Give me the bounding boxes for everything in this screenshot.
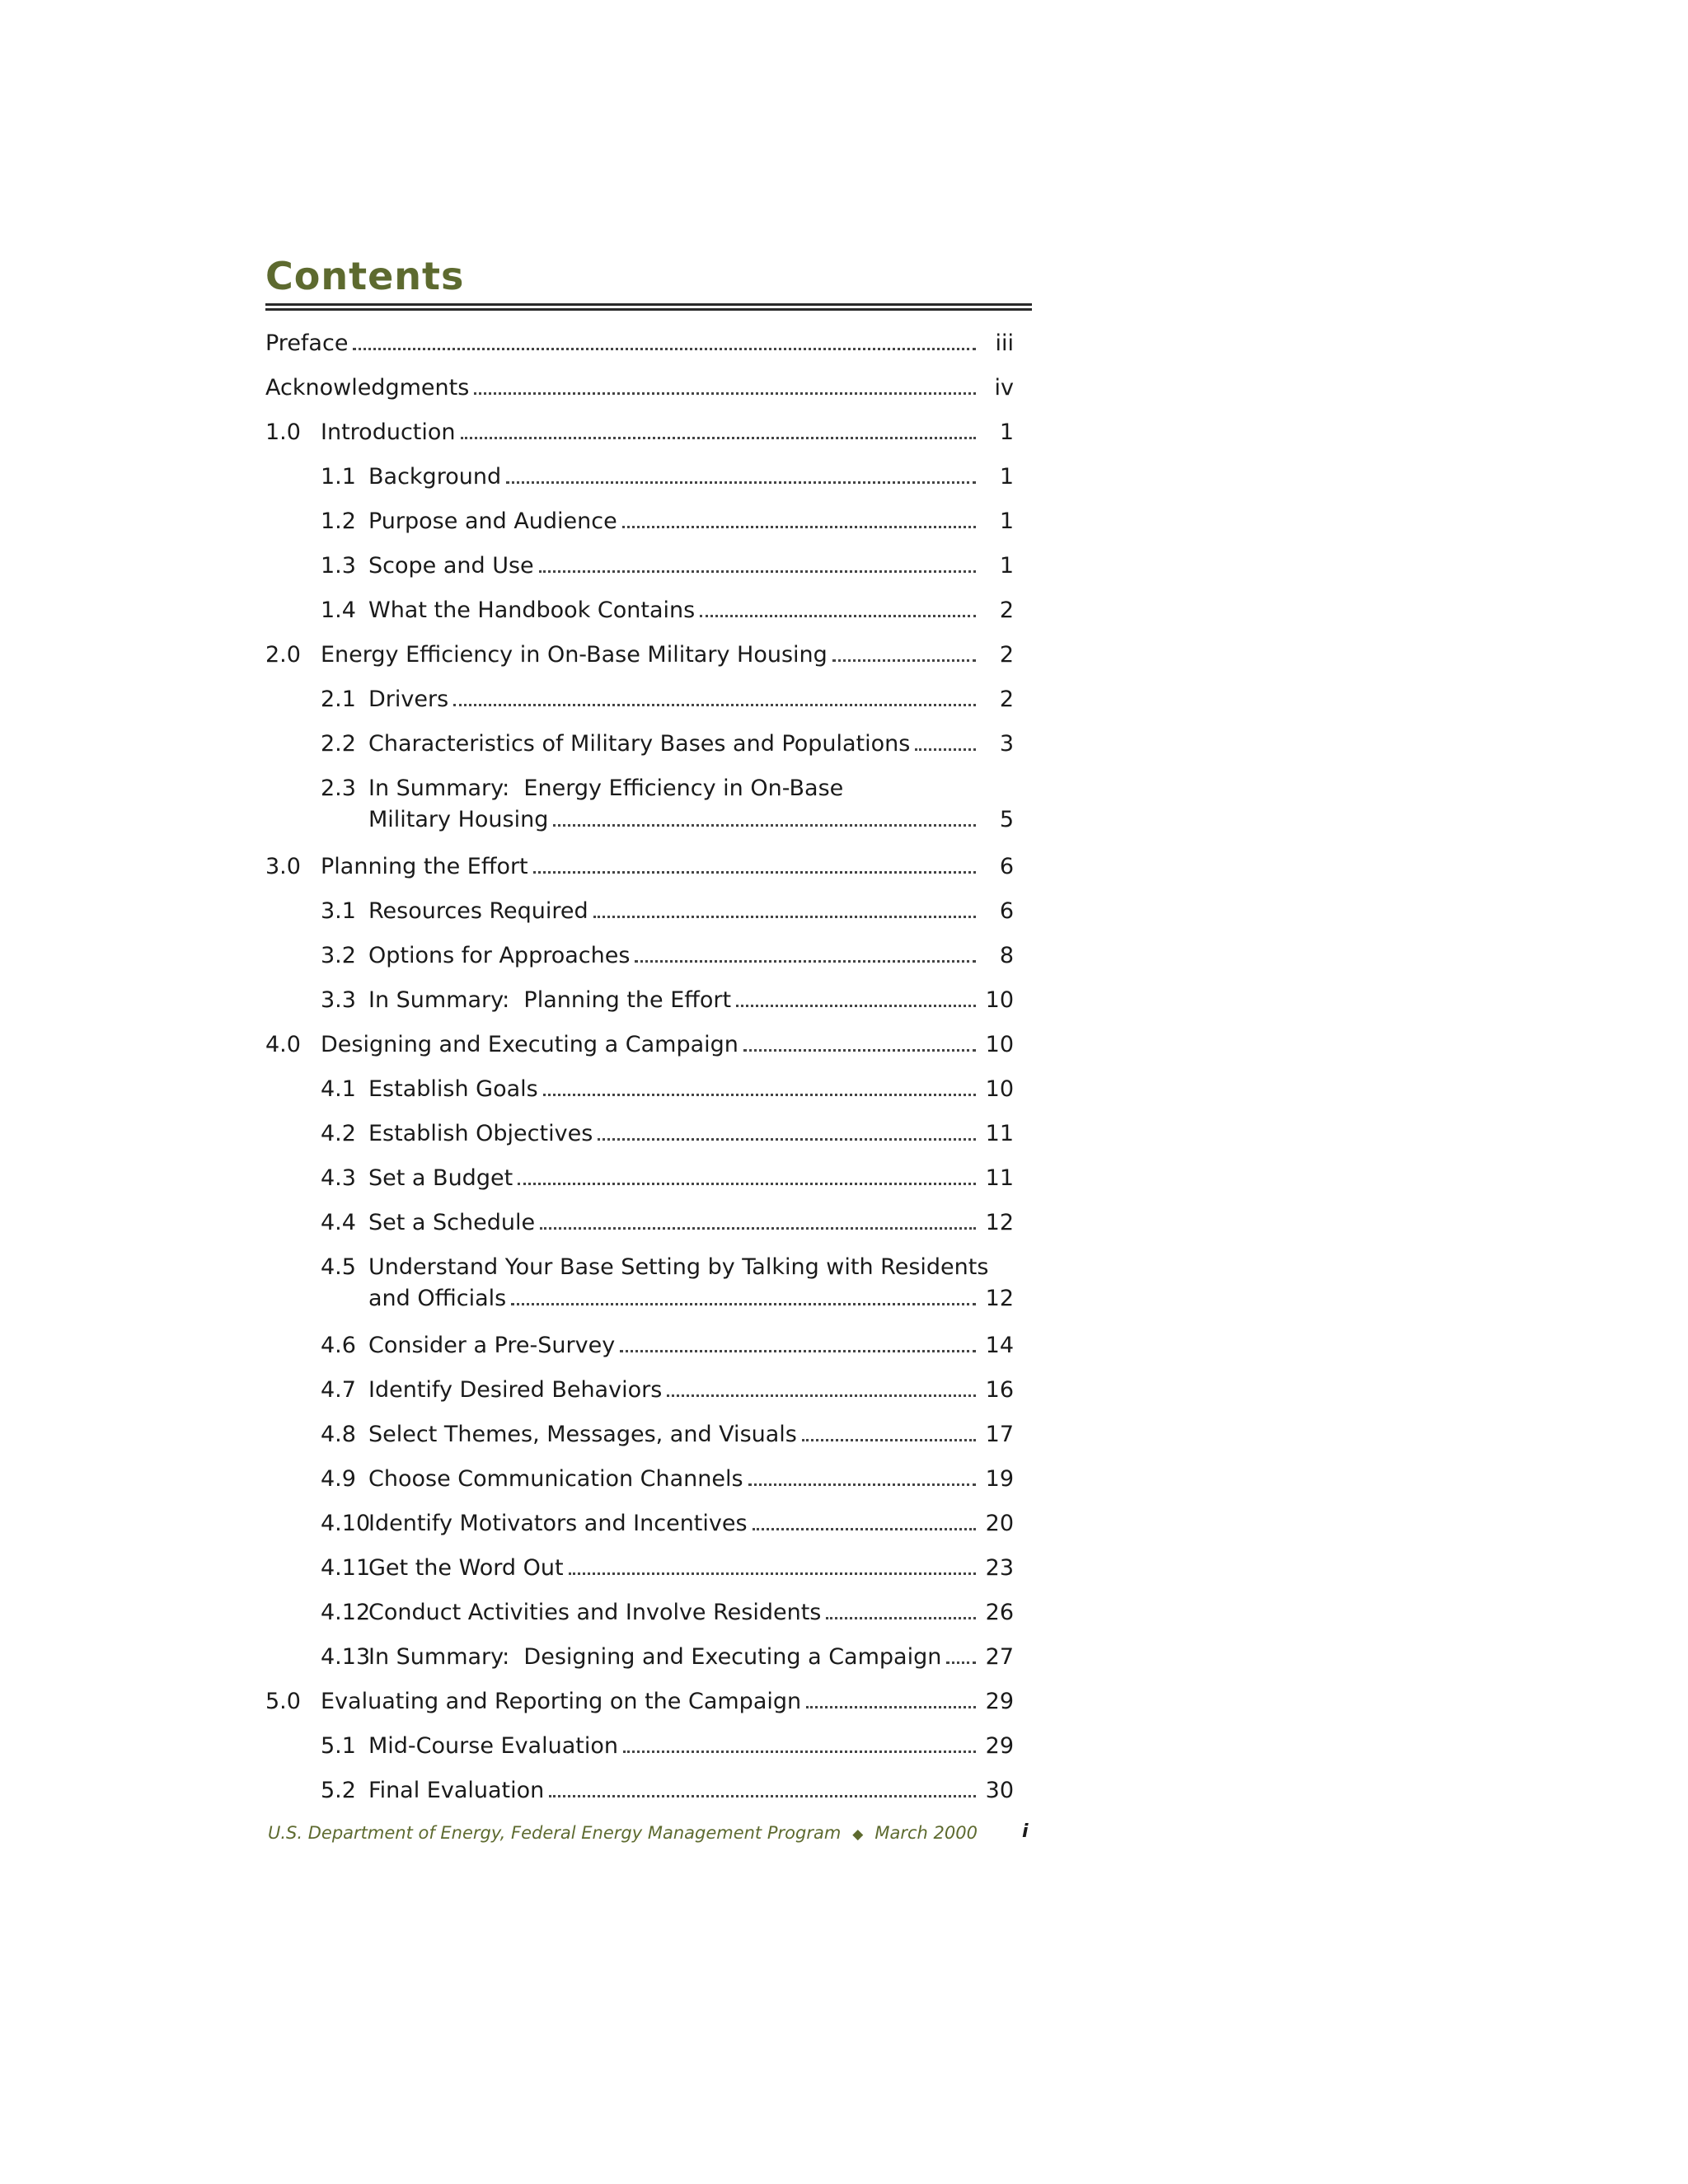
toc-entry-label: Resources Required [368,898,588,924]
toc-entry-page: 10 [985,1076,1014,1102]
dot-leader [946,1661,976,1664]
dot-leader [802,1439,976,1441]
toc-entry-page: 19 [985,1466,1014,1492]
toc-entry-label: Set a Budget [368,1165,513,1191]
dot-leader [506,481,976,484]
toc-entry-page: 11 [985,1165,1014,1191]
page-folio: i [1022,1821,1029,1842]
footer-source: U.S. Department of Energy, Federal Energy Management Program [268,1823,842,1843]
dot-leader [806,1706,976,1708]
dot-leader [915,748,976,751]
toc-entry-number: 4.5 [321,1254,356,1280]
toc-entry[interactable] [265,640,1014,671]
toc-entry-label: Establish Objectives [368,1121,593,1146]
toc-entry-label: Military Housing [368,807,549,832]
toc-entry-page: 2 [999,687,1014,712]
toc-entry-page: iv [994,375,1014,401]
toc-entry[interactable] [265,1464,1014,1495]
toc-entry[interactable] [265,1118,1014,1150]
toc-entry-label: Characteristics of Military Bases and Populations [368,731,911,757]
dot-leader [748,1483,976,1486]
toc-entry-label: Evaluating and Reporting on the Campaign [321,1689,802,1714]
toc-entry-number: 3.0 [265,854,301,879]
toc-entry[interactable] [265,506,1014,537]
toc-entry-page: 12 [985,1286,1014,1311]
toc-entry[interactable] [265,985,1014,1016]
toc-entry-page: 11 [985,1121,1014,1146]
dot-leader [700,615,976,617]
toc-entry[interactable] [265,1163,1014,1194]
toc-entry[interactable] [265,1686,1014,1718]
toc-entry-page: 29 [985,1689,1014,1714]
toc-entry-page: 20 [985,1511,1014,1536]
toc-entry-page: 6 [999,898,1014,924]
toc-entry-page: 23 [985,1555,1014,1581]
toc-entry-page: 1 [999,509,1014,534]
dot-leader [511,1303,976,1305]
toc-entry-number: 5.1 [321,1733,356,1759]
toc-entry-number: 4.12 [321,1600,371,1625]
toc-entry-page: 2 [999,598,1014,623]
toc-entry-number: 4.13 [321,1644,371,1670]
dot-leader [753,1528,976,1530]
toc-entry-label: Consider a Pre-Survey [368,1333,616,1358]
dot-leader [620,1350,976,1352]
toc-entry[interactable] [265,462,1014,493]
toc-entry-number: 3.3 [321,987,356,1013]
toc-entry[interactable] [265,1029,1014,1061]
toc-entry-page: iii [995,330,1014,356]
toc-entry[interactable] [265,1419,1014,1451]
toc-entry-number: 1.1 [321,464,356,490]
toc-entry-page: 6 [999,854,1014,879]
toc-entry[interactable] [265,1207,1014,1239]
toc-entry-page: 29 [985,1733,1014,1759]
toc-entry-page: 27 [985,1644,1014,1670]
toc-entry-number: 4.8 [321,1422,356,1447]
toc-entry[interactable] [265,1330,1014,1361]
dot-leader [743,1049,976,1052]
toc-entry-page: 1 [999,553,1014,579]
toc-entry-number: 4.6 [321,1333,356,1358]
toc-entry-label: In Summary: Planning the Effort [368,987,732,1013]
toc-entry[interactable] [265,1375,1014,1406]
toc-entry-number: 4.11 [321,1555,371,1581]
dot-leader [549,1795,976,1797]
toc-entry-page: 3 [999,731,1014,757]
dot-leader [623,1750,976,1753]
toc-entry-label: Preface [265,330,349,356]
toc-entry[interactable] [265,1252,1014,1315]
toc-entry-page: 10 [985,987,1014,1013]
dot-leader [518,1183,976,1185]
toc-entry-label: and Officials [368,1286,507,1311]
toc-entry-number: 3.2 [321,943,356,968]
dot-leader [826,1617,976,1619]
toc-entry-label: Identify Motivators and Incentives [368,1511,748,1536]
toc-entry[interactable] [265,1597,1014,1629]
dot-leader [533,871,976,874]
dot-leader [667,1394,976,1397]
toc-entry-number: 1.0 [265,419,301,445]
dot-leader [453,704,976,706]
dot-leader [539,570,976,573]
toc-entry-label: Designing and Executing a Campaign [321,1032,738,1057]
toc-entry[interactable] [265,551,1014,582]
toc-entry-number: 2.2 [321,731,356,757]
toc-entry-page: 26 [985,1600,1014,1625]
toc-entry-number: 2.1 [321,687,356,712]
toc-entry-page: 1 [999,419,1014,445]
dot-leader [553,824,976,827]
toc-entry-label: Mid-Course Evaluation [368,1733,618,1759]
toc-entry[interactable] [265,1074,1014,1105]
dot-leader [474,392,976,395]
dot-leader [832,659,976,662]
toc-entry-page: 16 [985,1377,1014,1403]
toc-entry[interactable] [265,1508,1014,1540]
toc-entry-number: 2.0 [265,642,301,668]
toc-entry-number: 4.1 [321,1076,356,1102]
dot-leader [593,916,976,918]
toc-entry-number: 1.4 [321,598,356,623]
toc-entry-number: 3.1 [321,898,356,924]
toc-entry-number: 4.10 [321,1511,371,1536]
dot-leader [635,960,976,963]
toc-entry-number: 5.2 [321,1778,356,1803]
toc-entry[interactable] [265,595,1014,626]
dot-leader [540,1227,976,1230]
toc-entry[interactable] [265,940,1014,972]
toc-entry-number: 4.2 [321,1121,356,1146]
toc-entry-label: Choose Communication Channels [368,1466,743,1492]
page-footer [268,1823,978,1843]
toc-entry-page: 30 [985,1778,1014,1803]
toc-entry-label: Introduction [321,419,456,445]
toc-entry-label: Acknowledgments [265,375,470,401]
toc-entry-label: Background [368,464,502,490]
toc-entry-label: Planning the Effort [321,854,528,879]
toc-entry[interactable] [265,684,1014,715]
toc-entry-label: Energy Efficiency in On-Base Military Housing [321,642,828,668]
toc-entry-number: 5.0 [265,1689,301,1714]
toc-entry-page: 1 [999,464,1014,490]
toc-entry[interactable] [265,729,1014,760]
page-title: Contents [265,254,465,298]
toc-entry-number: 4.7 [321,1377,356,1403]
toc-entry-number: 4.9 [321,1466,356,1492]
toc-entry-label: Options for Approaches [368,943,631,968]
toc-entry-number: 4.0 [265,1032,301,1057]
toc-entry-label: Purpose and Audience [368,509,617,534]
dot-leader [736,1005,976,1007]
toc-entry-page: 12 [985,1210,1014,1235]
toc-entry-page: 2 [999,642,1014,668]
toc-entry-label: Drivers [368,687,449,712]
toc-entry-number: 1.3 [321,553,356,579]
toc-entry[interactable] [265,896,1014,927]
toc-entry[interactable] [265,417,1014,448]
toc-entry-label: Get the Word Out [368,1555,564,1581]
toc-entry[interactable] [265,851,1014,883]
toc-entry[interactable] [265,1731,1014,1762]
toc-entry[interactable] [265,373,1014,404]
toc-entry-label: Scope and Use [368,553,534,579]
dot-leader [569,1572,976,1575]
footer-date: March 2000 [874,1823,978,1843]
toc-entry[interactable] [265,328,1014,359]
toc-entry-label: Understand Your Base Setting by Talking with Residents [368,1254,989,1280]
toc-entry[interactable] [265,1553,1014,1584]
toc-entry-page: 10 [985,1032,1014,1057]
dot-leader [622,526,976,528]
toc-entry-page: 17 [985,1422,1014,1447]
toc-entry-number: 2.3 [321,776,356,801]
dot-leader [543,1094,976,1096]
toc-entry[interactable] [265,1775,1014,1807]
dot-leader [461,437,976,439]
toc-entry-label: In Summary: Designing and Executing a Campaign [368,1644,942,1670]
toc-entry[interactable] [265,773,1014,836]
diamond-icon: ◆ [852,1826,864,1843]
dot-leader [353,348,976,350]
toc-entry-number: 1.2 [321,509,356,534]
toc-entry-label: Set a Schedule [368,1210,536,1235]
toc-entry-label: Conduct Activities and Involve Residents [368,1600,822,1625]
toc-entry-label: What the Handbook Contains [368,598,696,623]
toc-entry-page: 14 [985,1333,1014,1358]
toc-entry-label: Final Evaluation [368,1778,545,1803]
toc-entry-label: Establish Goals [368,1076,538,1102]
toc-entry-label: Identify Desired Behaviors [368,1377,663,1403]
toc-entry-page: 8 [999,943,1014,968]
toc-entry-number: 4.4 [321,1210,356,1235]
toc-entry-label: Select Themes, Messages, and Visuals [368,1422,797,1447]
toc-entry-number: 4.3 [321,1165,356,1191]
dot-leader [598,1138,976,1141]
toc-entry[interactable] [265,1642,1014,1673]
toc-entry-page: 5 [999,807,1014,832]
toc-entry-label: In Summary: Energy Efficiency in On-Base [368,776,844,801]
